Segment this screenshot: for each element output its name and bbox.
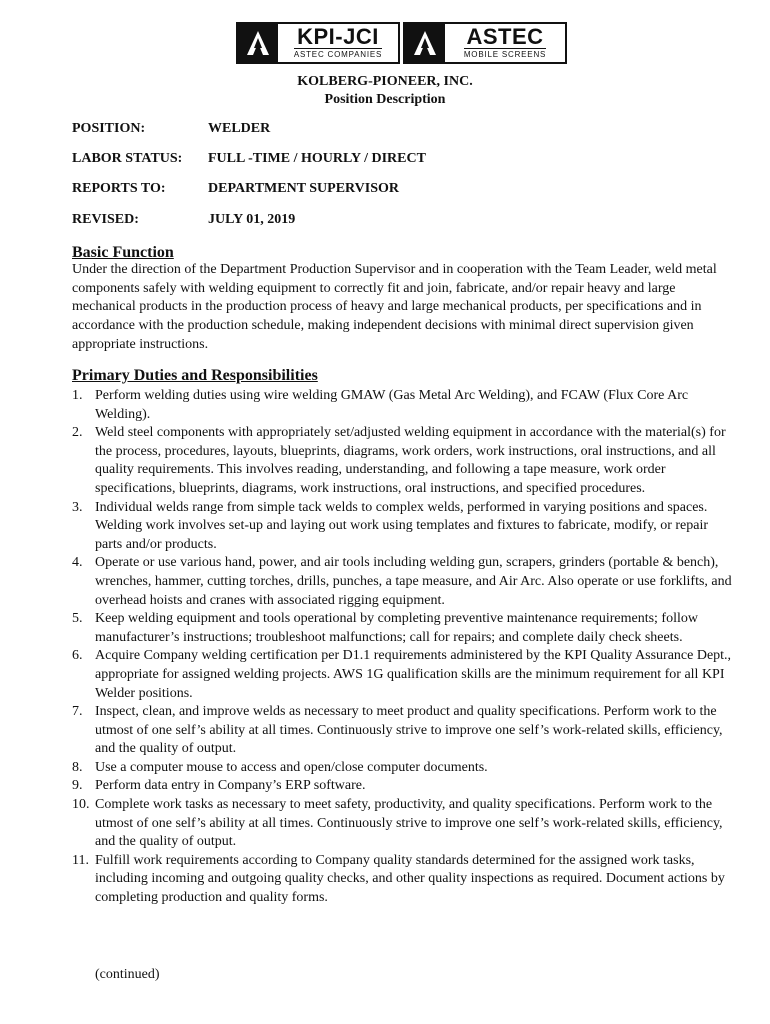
list-item bbox=[72, 610, 734, 647]
info-value: DEPARTMENT SUPERVISOR bbox=[208, 181, 400, 196]
list-item bbox=[72, 647, 734, 703]
list-item-text: Fulfill work requirements according to Company quality standards determined for the assigned work tasks, including incoming and outgoing quality checks, and other quality inspections as required. Document actions by completing production and quality forms. bbox=[95, 852, 725, 906]
astec-a-mark-icon bbox=[238, 24, 278, 62]
company-name: KOLBERG-PIONEER, INC. bbox=[297, 74, 473, 89]
list-item-number: 6. bbox=[72, 648, 83, 664]
primary-duties-heading: Primary Duties and Responsibilities bbox=[72, 367, 318, 384]
list-item bbox=[72, 703, 734, 759]
list-item bbox=[72, 759, 734, 778]
list-item-number: 7. bbox=[72, 704, 83, 720]
astec-logo bbox=[403, 22, 567, 64]
info-row-position bbox=[72, 120, 270, 138]
info-value: FULL -TIME / HOURLY / DIRECT bbox=[208, 151, 426, 166]
list-item-number: 8. bbox=[72, 759, 83, 775]
info-value: WELDER bbox=[208, 121, 271, 136]
list-item bbox=[72, 424, 734, 498]
list-item bbox=[72, 852, 734, 908]
list-item-text: Complete work tasks as necessary to meet safety, productivity, and quality specifications. Perform work to the utmost of one self’s ability at all times. Continuously strive to improve one self’s work-related skills, efficiency, and the quality of output. bbox=[95, 797, 723, 850]
list-item-text: Keep welding equipment and tools operational by completing preventive maintenance requirements; follow manufacturer’s instructions; troubleshoot malfunctions; call for repairs; and complete daily check sheets. bbox=[95, 611, 698, 645]
list-item-number: 9. bbox=[72, 778, 83, 794]
info-label: REPORTS TO: bbox=[72, 181, 166, 196]
info-row-labor-status bbox=[72, 150, 426, 168]
list-item-number: 11. bbox=[72, 852, 89, 868]
basic-function-text: Under the direction of the Department Production Supervisor and in cooperation with the Team Leader, weld metal components safely with welding equipment to correctly fit and join, fabricate, and/or repair heavy and large mechanical products in the production process of heavy and large mechanical products, per specifications and in accordance with the production schedule, making independent decisions with minimal direct supervision given appropriate instructions. bbox=[72, 262, 717, 352]
list-item bbox=[72, 499, 734, 555]
kpi-jci-logo-subtext: ASTEC COMPANIES bbox=[293, 50, 383, 59]
info-row-revised bbox=[72, 211, 295, 229]
basic-function-heading: Basic Function bbox=[72, 244, 174, 261]
list-item-text: Perform welding duties using wire welding GMAW (Gas Metal Arc Welding), and FCAW (Flux Core Arc Welding). bbox=[95, 388, 689, 422]
company-logos bbox=[236, 22, 570, 64]
astec-logo-text: ASTEC bbox=[466, 24, 544, 49]
list-item-number: 3. bbox=[72, 499, 83, 515]
info-label: REVISED: bbox=[72, 212, 139, 227]
kpi-jci-logo-text: KPI-JCI bbox=[297, 24, 379, 49]
list-item-number: 1. bbox=[72, 388, 83, 403]
list-item-text: Operate or use various hand, power, and air tools including welding gun, scrapers, grinders (portable & bench), wrenches, hammer, cutting torches, drills, punches, a tape measure, and Air Arc. Also operate or use forklifts, and overhead hoists and cranes with associated rigging equipment. bbox=[95, 555, 732, 608]
info-label: LABOR STATUS: bbox=[72, 151, 183, 166]
list-item-number: 5. bbox=[72, 611, 83, 627]
list-item-text: Inspect, clean, and improve welds as necessary to meet product and quality specifications. Perform work to the utmost of one self’s ability at all times. Continuously strive to improve one self’s work-related skills, efficiency, and the quality of output. bbox=[95, 704, 723, 757]
list-item-number: 10. bbox=[72, 797, 90, 813]
list-item-number: 2. bbox=[72, 425, 83, 441]
list-item-text: Individual welds range from simple tack welds to complex welds, performed in varying positions and spaces. Welding work involves set-up and laying out work using templates and fixtures to fabricate, modify, or repair parts and/or products. bbox=[95, 499, 709, 552]
continued-note: (continued) bbox=[95, 967, 160, 982]
info-label: POSITION: bbox=[72, 121, 146, 136]
list-item bbox=[72, 796, 734, 852]
list-item-text: Acquire Company welding certification per D1.1 requirements administered by the KPI Quality Assurance Dept., appropriate for assigned welding projects. AWS 1G qualification skills are the minimum requirement for all KPI Welder positions. bbox=[95, 648, 732, 701]
list-item-text: Perform data entry in Company’s ERP software. bbox=[95, 778, 366, 794]
list-item-text: Weld steel components with appropriately set/adjusted welding equipment in accordance with the material(s) for the process, procedures, layouts, blueprints, diagrams, work orders, work instructions, oral instructions, and all quality requirements. This involves reading, understanding, and following a tape measure, work order specifications, blueprints, diagrams, work instructions, oral instructions, and specified procedures. bbox=[95, 425, 726, 496]
astec-a-mark-icon bbox=[405, 24, 445, 62]
info-row-reports-to bbox=[72, 180, 399, 198]
list-item-number: 4. bbox=[72, 555, 83, 571]
kpi-jci-logo bbox=[236, 22, 400, 64]
info-value: JULY 01, 2019 bbox=[208, 212, 296, 227]
list-item-text: Use a computer mouse to access and open/close computer documents. bbox=[95, 759, 488, 775]
astec-logo-subtext: MOBILE SCREENS bbox=[463, 50, 547, 59]
list-item bbox=[72, 387, 734, 424]
list-item bbox=[72, 554, 734, 610]
document-title: Position Description bbox=[324, 92, 446, 107]
primary-duties-list bbox=[72, 387, 734, 908]
list-item bbox=[72, 777, 734, 796]
